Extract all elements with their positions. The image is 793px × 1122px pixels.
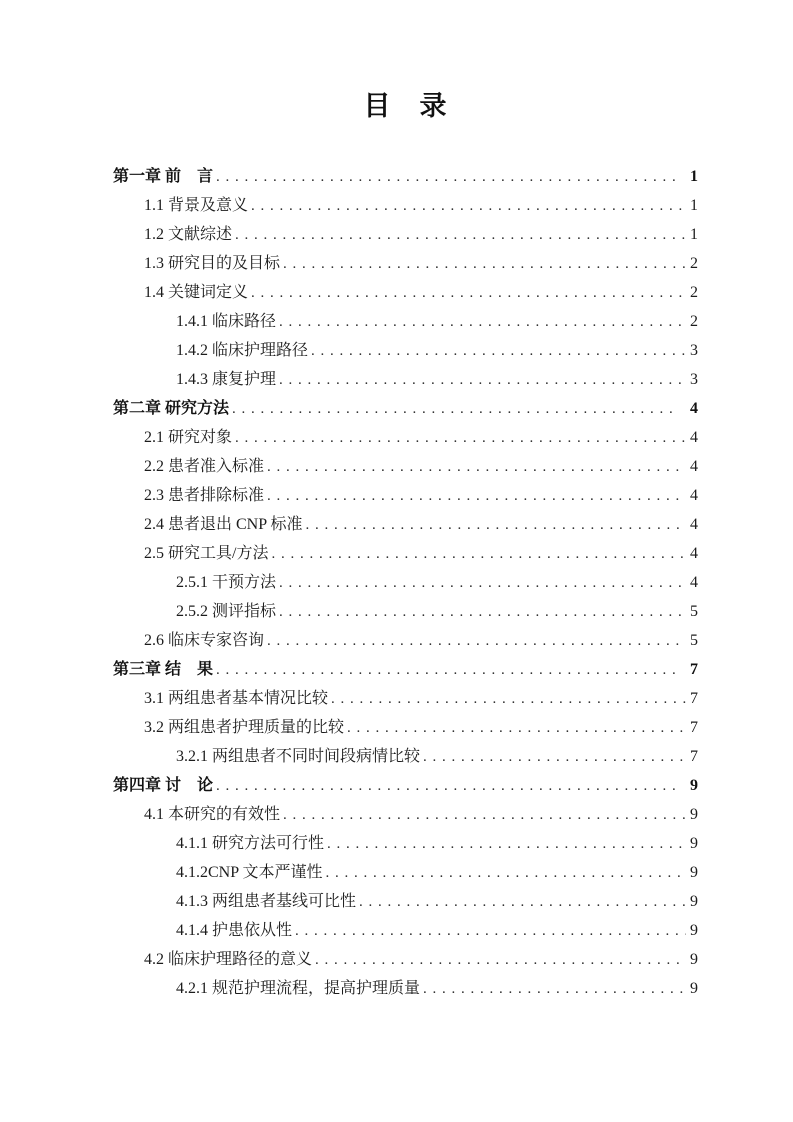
toc-entry-label: 4.1.1 研究方法可行性 <box>176 835 325 852</box>
toc-dot-leader <box>423 743 686 772</box>
toc-dot-leader <box>327 830 686 859</box>
toc-dot-leader <box>423 975 686 1004</box>
toc-page-number: 1 <box>690 226 698 243</box>
toc-dot-leader <box>279 308 686 337</box>
toc-dot-leader <box>347 714 686 743</box>
toc-page-number: 7 <box>690 661 698 678</box>
toc-entry-label: 1.3 研究目的及目标 <box>144 255 281 272</box>
toc-dot-leader <box>326 859 686 888</box>
toc-page-number: 9 <box>690 806 698 823</box>
toc-entry[interactable] <box>113 829 698 858</box>
toc-page-number: 3 <box>690 342 698 359</box>
toc-entry[interactable] <box>113 858 698 887</box>
toc-entry[interactable] <box>113 452 698 481</box>
toc-page-number: 1 <box>690 168 698 185</box>
toc-entry-label: 4.2 临床护理路径的意义 <box>144 951 313 968</box>
toc-dot-leader <box>235 424 686 453</box>
toc-page-number: 5 <box>690 632 698 649</box>
toc-entry[interactable] <box>113 278 698 307</box>
toc-page-number: 2 <box>690 313 698 330</box>
toc-page-number: 9 <box>690 777 698 794</box>
toc-entry[interactable] <box>113 394 698 423</box>
toc-dot-leader <box>311 337 686 366</box>
toc-page-number: 7 <box>690 719 698 736</box>
toc-entry[interactable] <box>113 568 698 597</box>
toc-page-number: 4 <box>690 516 698 533</box>
toc-dot-leader <box>216 772 679 801</box>
toc-entry-label: 2.4 患者退出 CNP 标准 <box>144 516 303 533</box>
toc-entry-label: 2.2 患者准入标准 <box>144 458 265 475</box>
toc-dot-leader <box>331 685 686 714</box>
toc-entry[interactable] <box>113 655 698 684</box>
toc-entry-label: 1.4.3 康复护理 <box>176 371 277 388</box>
toc-dot-leader <box>279 598 686 627</box>
toc-dot-leader <box>283 801 686 830</box>
toc-page-number: 9 <box>690 922 698 939</box>
toc-entry-label: 3.1 两组患者基本情况比较 <box>144 690 329 707</box>
toc-entry[interactable] <box>113 713 698 742</box>
toc-entry-label: 第四章 讨 论 <box>113 777 214 794</box>
toc-entry-label: 第一章 前 言 <box>113 168 214 185</box>
toc-entry[interactable] <box>113 162 698 191</box>
toc-entry[interactable] <box>113 539 698 568</box>
toc-entry[interactable] <box>113 800 698 829</box>
toc-entry[interactable] <box>113 974 698 1003</box>
toc-entry[interactable] <box>113 626 698 655</box>
toc-entry[interactable] <box>113 510 698 539</box>
toc-dot-leader <box>359 888 686 917</box>
toc-entry-label: 2.1 研究对象 <box>144 429 233 446</box>
toc-entry[interactable] <box>113 336 698 365</box>
toc-entry-label: 4.1.2CNP 文本严谨性 <box>176 864 323 881</box>
toc-dot-leader <box>251 192 686 221</box>
toc-entry-label: 2.6 临床专家咨询 <box>144 632 265 649</box>
toc-page-number: 9 <box>690 893 698 910</box>
toc-dot-leader <box>216 163 679 192</box>
toc-dot-leader <box>267 482 686 511</box>
toc-dot-leader <box>235 221 686 250</box>
toc-entry-label: 1.1 背景及意义 <box>144 197 249 214</box>
toc-dot-leader <box>306 511 686 540</box>
toc-entry-label: 1.4.2 临床护理路径 <box>176 342 309 359</box>
toc-entry-label: 1.2 文献综述 <box>144 226 233 243</box>
toc-dot-leader <box>283 250 686 279</box>
toc-entry[interactable] <box>113 887 698 916</box>
toc-entry[interactable] <box>113 220 698 249</box>
toc-entry-label: 4.1 本研究的有效性 <box>144 806 281 823</box>
toc-entry[interactable] <box>113 771 698 800</box>
toc-dot-leader <box>279 366 686 395</box>
toc-entry[interactable] <box>113 191 698 220</box>
toc-entry-label: 3.2.1 两组患者不同时间段病情比较 <box>176 748 421 765</box>
toc-dot-leader <box>216 656 679 685</box>
toc-dot-leader <box>315 946 686 975</box>
toc-entry-label: 4.1.3 两组患者基线可比性 <box>176 893 357 910</box>
toc-dot-leader <box>271 540 686 569</box>
toc-entry-label: 1.4 关键词定义 <box>144 284 249 301</box>
toc-entry-label: 2.5 研究工具/方法 <box>144 545 269 562</box>
toc-entry-label: 3.2 两组患者护理质量的比较 <box>144 719 345 736</box>
toc-entry-label: 4.1.4 护患依从性 <box>176 922 293 939</box>
toc-entry-label: 第三章 结 果 <box>113 661 214 678</box>
toc-page-number: 4 <box>690 487 698 504</box>
toc-entry-label: 2.5.2 测评指标 <box>176 603 277 620</box>
toc-entry[interactable] <box>113 742 698 771</box>
toc-entry[interactable] <box>113 365 698 394</box>
toc-page-number: 1 <box>690 197 698 214</box>
toc-entry-label: 第二章 研究方法 <box>113 400 230 417</box>
toc-entry-label: 4.2.1 规范护理流程，提高护理质量 <box>176 980 421 997</box>
toc-entry[interactable] <box>113 916 698 945</box>
toc-page-number: 3 <box>690 371 698 388</box>
toc-page-number: 7 <box>690 748 698 765</box>
toc-page-number: 9 <box>690 951 698 968</box>
toc-page-number: 5 <box>690 603 698 620</box>
toc-entry-label: 2.3 患者排除标准 <box>144 487 265 504</box>
toc-entry[interactable] <box>113 597 698 626</box>
toc-page-number: 9 <box>690 864 698 881</box>
toc-page-number: 9 <box>690 835 698 852</box>
toc-entry[interactable] <box>113 307 698 336</box>
toc-dot-leader <box>232 395 679 424</box>
toc-page-number: 4 <box>690 400 698 417</box>
page-title: 目 录 <box>363 91 448 121</box>
toc-dot-leader <box>251 279 686 308</box>
toc-dot-leader <box>279 569 686 598</box>
toc-page-number: 9 <box>690 980 698 997</box>
toc-entry-label: 1.4.1 临床路径 <box>176 313 277 330</box>
toc-entry[interactable] <box>113 423 698 452</box>
toc-entry-label: 2.5.1 干预方法 <box>176 574 277 591</box>
toc-page-number: 4 <box>690 429 698 446</box>
toc-entry[interactable] <box>113 945 698 974</box>
toc-dot-leader <box>267 627 686 656</box>
toc-entry[interactable] <box>113 684 698 713</box>
toc-entry[interactable] <box>113 249 698 278</box>
toc-list <box>113 162 698 1003</box>
toc-page-number: 7 <box>690 690 698 707</box>
toc-dot-leader <box>267 453 686 482</box>
toc-dot-leader <box>295 917 686 946</box>
toc-page-number: 4 <box>690 458 698 475</box>
content-area <box>113 90 698 1003</box>
toc-page-number: 2 <box>690 255 698 272</box>
toc-page-number: 4 <box>690 545 698 562</box>
toc-page-number: 2 <box>690 284 698 301</box>
toc-page-number: 4 <box>690 574 698 591</box>
toc-entry[interactable] <box>113 481 698 510</box>
